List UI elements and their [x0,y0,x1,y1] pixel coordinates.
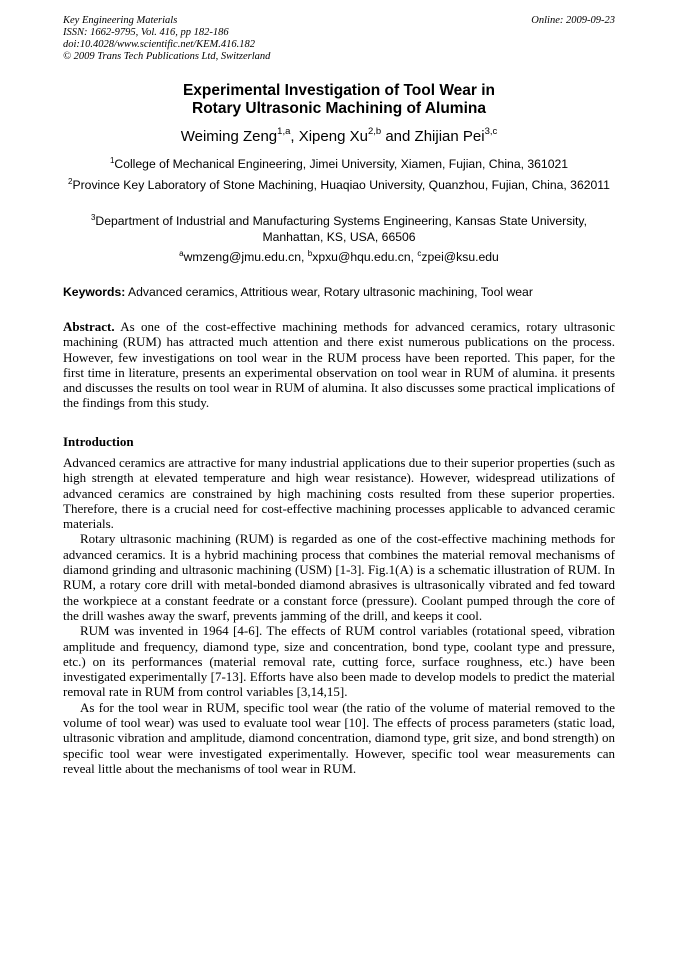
email-link[interactable]: wmzeng@jmu.edu.cn, [183,250,308,264]
journal-copyright: © 2009 Trans Tech Publications Ltd, Switzerland [63,51,271,62]
author-name: Weiming Zeng [180,128,278,145]
title-line-2: Rotary Ultrasonic Machining of Alumina [192,100,486,117]
journal-doi: doi:10.4028/www.scientific.net/KEM.416.182 [63,39,255,50]
email-mark: a [179,249,184,258]
author-separator: , [290,128,299,145]
abstract-label: Abstract. [63,319,115,334]
author-affiliation-mark: 3,c [484,126,498,137]
title-line-1: Experimental Investigation of Tool Wear in [182,82,496,99]
keywords-label: Keywords: [63,285,126,299]
paragraph: As for the tool wear in RUM, specific tool wear (the ratio of the volume of material removed to the volume of tool wear) was used to evaluate tool wear [10]. The effects of process parameters (static load, ultrasonic vibration and amplitude, diamond concentration, diamond type, grit size, and bond strength) on specific tool wear were investigated experimentally. However, specific tool wear measurements can reveal little about the mechanisms of tool wear in RUM. [63,699,615,776]
keywords [63,284,615,300]
affiliation-mark: 3 [90,213,96,222]
journal-issn: ISSN: 1662-9795, Vol. 416, pp 182-186 [63,27,229,38]
affiliation-1 [63,156,615,172]
section-heading-introduction: Introduction [63,434,134,449]
email-mark: c [417,249,422,258]
author-name: Xipeng Xu [298,128,368,145]
journal-header [63,15,615,63]
author-affiliation-mark: 2,b [367,126,382,137]
introduction-body [63,455,615,776]
paragraph: RUM was invented in 1964 [4-6]. The effects of RUM control variables (rotational speed, vibration amplitude and frequency, diamond type, size and concentration, bond type, coolant type and pressure, etc.) on its performances (material removal rate, cutting force, surface roughness, etc.) have been investigated experimentally [7-13]. Efforts have also been made to develop models to predict the material removal rate in RUM from control variables [3,14,15]. [63,623,615,700]
affiliation-text: Province Key Laboratory of Stone Machining, Huaqiao University, Quanzhou, Fujian, China, 362011 [72,178,610,192]
author-name: Zhijian Pei [414,128,485,145]
author-list [63,128,615,146]
affiliation-mark: 1 [109,156,115,165]
affiliation-text: College of Mechanical Engineering, Jimei University, Xiamen, Fujian, China, 361021 [114,157,569,171]
paper-title [63,82,615,118]
abstract-text: As one of the cost-effective machining methods for advanced ceramics, rotary ultrasonic machining (RUM) has attracted much attention and there exist numerous publications on the process. However, few investigations on tool wear in the RUM process have been reported. This paper, for the first time in literature, presents an experimental observation on tool wear in RUM of alumina. it presents and discusses the results on tool wear in RUM of alumina. It also discusses some practical implications of the findings from this study. [63,319,615,411]
affiliation-mark: 2 [68,177,73,186]
abstract [63,319,615,411]
author-affiliation-mark: 1,a [277,126,291,137]
email-mark: b [307,249,313,258]
affiliation-2 [63,177,615,193]
author-separator: and [381,128,415,145]
paragraph: Rotary ultrasonic machining (RUM) is regarded as one of the cost-effective machining methods for advanced ceramics. It is a hybrid machining process that combines the material removal mechanisms of diamond grinding and ultrasonic machining (USM) [1-3]. Fig.1(A) is a schematic illustration of RUM. In RUM, a rotary core drill with metal-bonded diamond abrasives is ultrasonically vibrated and fed toward the workpiece at a constant feedrate or a constant force (pressure). Coolant pumped through the core of the drill washes away the swarf, prevents jamming of the drill, and keeps it cool. [63,531,615,623]
email-link[interactable]: zpei@ksu.edu [421,250,499,264]
affiliation-3 [63,213,615,245]
email-link[interactable]: xpxu@hqu.edu.cn, [312,250,418,264]
keywords-text: Advanced ceramics, Attritious wear, Rotary ultrasonic machining, Tool wear [125,285,533,299]
online-date: Online: 2009-09-23 [531,15,615,26]
paragraph: Advanced ceramics are attractive for many industrial applications due to their superior properties (such as high strength at elevated temperature and high wear resistance). However, widespread utilizations of advanced ceramics are constrained by high machining costs resulted from these superior properties. Therefore, there is a crucial need for cost-effective machining processes applicable to advanced ceramic materials. [63,455,615,532]
affiliation-text: Department of Industrial and Manufacturing Systems Engineering, Kansas State University, Manhattan, KS, USA, 66506 [95,214,588,244]
author-emails [63,249,615,265]
journal-name: Key Engineering Materials [63,15,178,26]
